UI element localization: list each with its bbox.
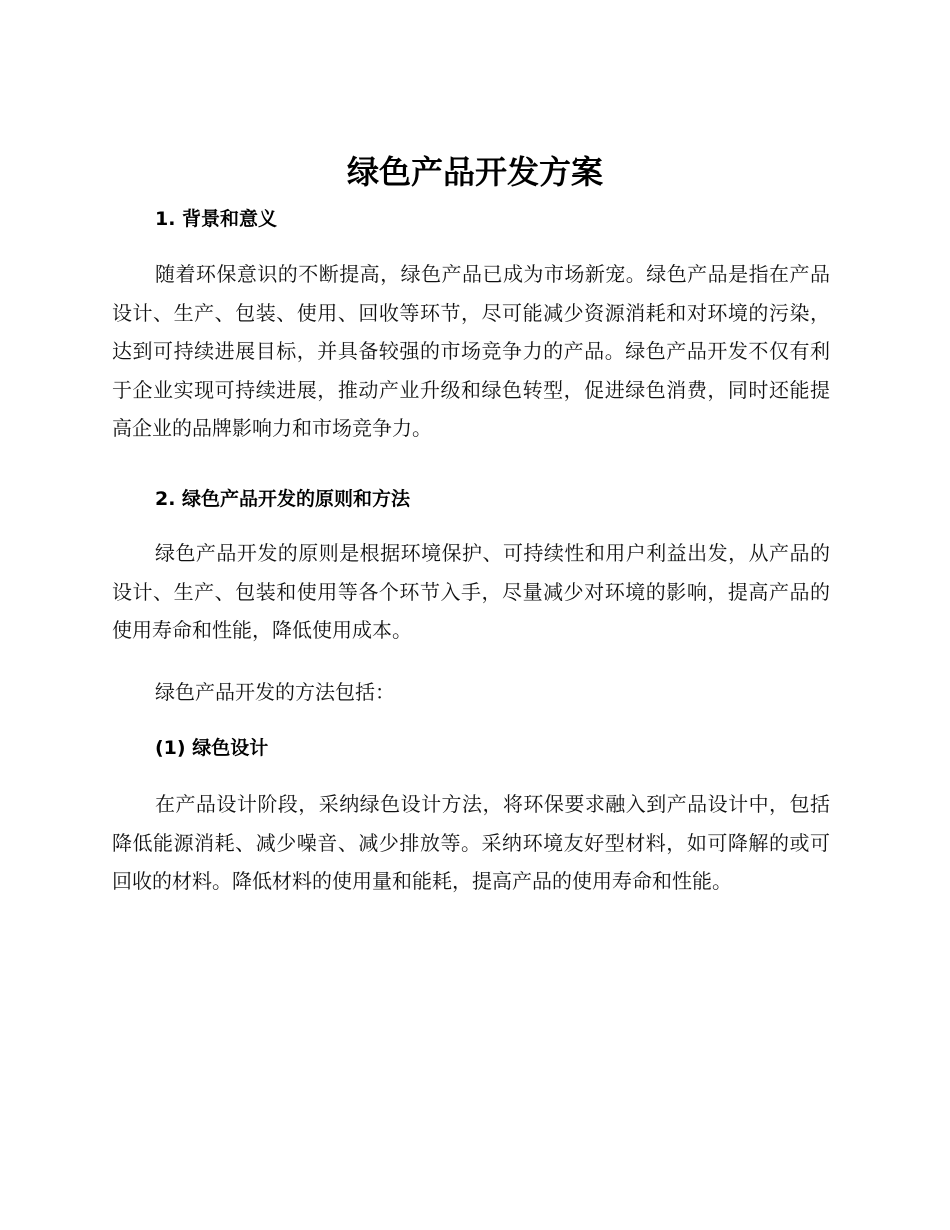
paragraph-green-design: 在产品设计阶段，采纳绿色设计方法，将环保要求融入到产品设计中，包括降低能源消耗、减少噪音、减少排放等。采纳环境友好型材料，如可降解的或可回收的材料。降低材料的使用量和能耗，提高产品的使用寿命和性能。 xyxy=(112,792,830,893)
paragraph-principles: 绿色产品开发的原则是根据环境保护、可持续性和用户利益出发，从产品的设计、生产、包装和使用等各个环节入手，尽量减少对环境的影响，提高产品的使用寿命和性能，降低使用成本。 xyxy=(112,541,830,642)
section-heading-background: 1. 背景和意义 xyxy=(155,208,278,230)
document-title: 绿色产品开发方案 xyxy=(346,153,603,191)
paragraph-background: 随着环保意识的不断提高，绿色产品已成为市场新宠。绿色产品是指在产品设计、生产、包装、使用、回收等环节，尽可能减少资源消耗和对环境的污染，达到可持续进展目标，并具备较强的市场竞争力的产品。绿色产品开发不仅有利于企业实现可持续进展，推动产业升级和绿色转型，促进绿色消费，同时还能提高企业的品牌影响力和市场竞争力。 xyxy=(112,262,830,440)
section-heading-green-design: (1) 绿色设计 xyxy=(155,737,269,759)
section-heading-principles: 2. 绿色产品开发的原则和方法 xyxy=(155,488,411,510)
paragraph-methods-intro: 绿色产品开发的方法包括： xyxy=(155,680,395,704)
